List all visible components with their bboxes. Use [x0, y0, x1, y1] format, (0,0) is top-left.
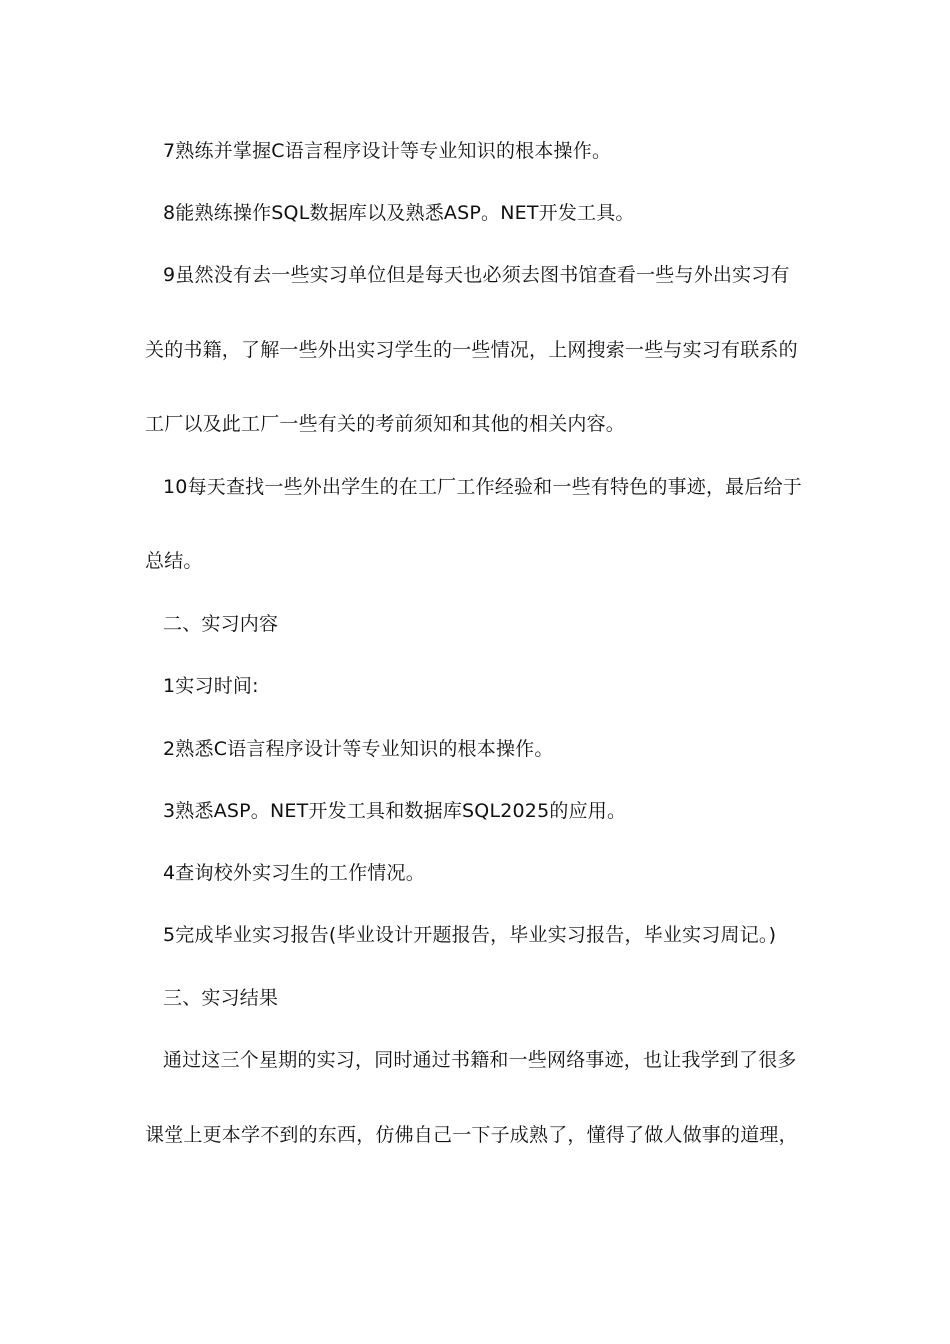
paragraph-line-item-10-end: 总结。 — [145, 550, 203, 572]
paragraph-line-item-9-start: 9虽然没有去一些实习单位但是每天也必须去图书馆查看一些与外出实习有 — [163, 264, 790, 286]
list-item-1: 1实习时间: — [163, 675, 259, 697]
list-item-5: 5完成毕业实习报告(毕业设计开题报告，毕业实习报告，毕业实习周记。) — [163, 924, 777, 946]
paragraph-line-item-9-cont: 关的书籍，了解一些外出实习学生的一些情况，上网搜索一些与实习有联系的 — [145, 339, 798, 361]
paragraph-line-item-9-end: 工厂以及此工厂一些有关的考前须知和其他的相关内容。 — [145, 413, 626, 435]
section-heading-internship-content: 二、实习内容 — [163, 613, 279, 635]
paragraph-line-item-8: 8能熟练操作SQL数据库以及熟悉ASP。NET开发工具。 — [163, 202, 635, 224]
list-item-4: 4查询校外实习生的工作情况。 — [163, 862, 425, 884]
section-heading-internship-results: 三、实习结果 — [163, 987, 279, 1009]
paragraph-line-item-7: 7熟练并掌握C语言程序设计等专业知识的根本操作。 — [163, 140, 612, 162]
paragraph-line-results-cont: 课堂上更本学不到的东西，仿佛自己一下子成熟了，懂得了做人做事的道理， — [145, 1124, 798, 1146]
paragraph-line-item-10-start: 10每天查找一些外出学生的在工厂工作经验和一些有特色的事迹，最后给于 — [163, 476, 802, 498]
paragraph-line-results-start: 通过这三个星期的实习，同时通过书籍和一些网络事迹，也让我学到了很多 — [163, 1049, 797, 1071]
list-item-3: 3熟悉ASP。NET开发工具和数据库SQL2025的应用。 — [163, 800, 627, 822]
list-item-2: 2熟悉C语言程序设计等专业知识的根本操作。 — [163, 738, 554, 760]
